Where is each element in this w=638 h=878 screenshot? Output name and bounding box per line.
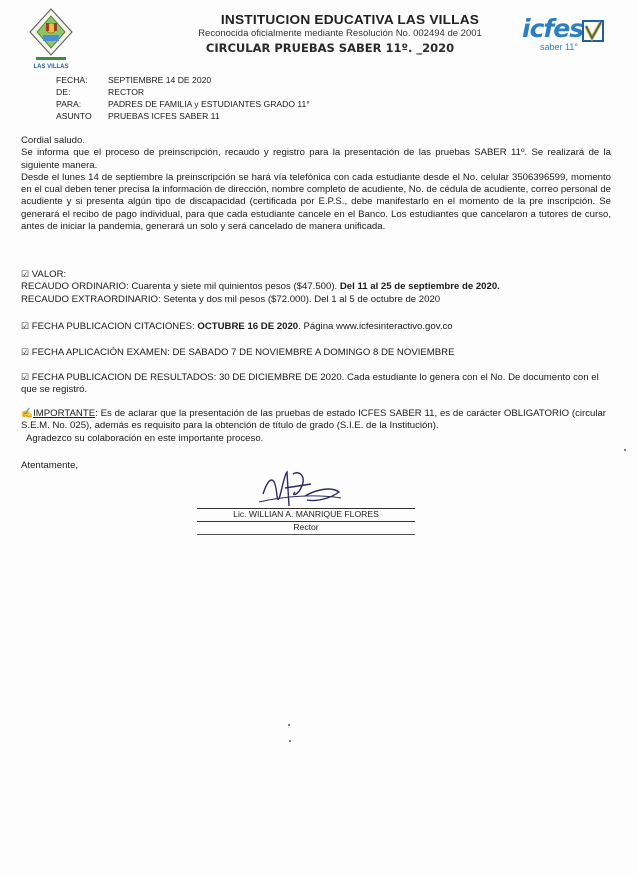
- meta-row-fecha: [56, 74, 310, 86]
- resultados-text: FECHA PUBLICACION DE RESULTADOS: 30 DE DICIEMBRE DE 2020. Cada estudiante lo genera con el No. De documento con el que se registró.: [21, 372, 599, 396]
- meta-value: RECTOR: [108, 87, 145, 97]
- meta-key: FECHA:: [56, 75, 88, 85]
- logo-caption: LAS VILLAS: [33, 64, 69, 70]
- icfes-saber-label: saber 11°: [540, 42, 578, 52]
- meta-value: PRUEBAS ICFES SABER 11: [108, 111, 220, 121]
- importante-section: [21, 408, 606, 445]
- meta-key: DE:: [56, 87, 71, 97]
- scan-speck: [288, 724, 290, 726]
- memo-header-fields: [56, 74, 310, 122]
- meta-value: SEPTIEMBRE 14 DE 2020: [108, 75, 212, 85]
- citaciones-rest: . Página www.icfesinteractivo.gov.co: [298, 321, 453, 332]
- checkbox-icon: ☑: [21, 269, 30, 279]
- recaudo-ordinario: [21, 281, 616, 293]
- meta-key: ASUNTO: [56, 111, 92, 121]
- greeting: Cordial saludo.: [21, 135, 85, 146]
- institution-title: INSTITUCION EDUCATIVA LAS VILLAS: [220, 12, 480, 27]
- closing: Atentamente,: [21, 460, 79, 471]
- signer-name: Lic. WILLIAN A. MANRIQUE FLORES: [233, 509, 379, 519]
- checkbox-icon: ☑: [21, 347, 30, 357]
- meta-row-asunto: [56, 110, 310, 122]
- school-crest-logo: [28, 8, 74, 72]
- letter-body: [21, 135, 611, 233]
- importante-text: : Es de aclarar que la presentación de las pruebas de estado ICFES SABER 11, es de carácter OBLIGATORIO (circular S.E.M. No. 025), además es requisito para la obtención de título de grado (S.I.E. de la Institución).: [21, 408, 606, 432]
- recaudo-extraordinario: RECAUDO EXTRAORDINARIO: Setenta y dos mil pesos ($72.000). Del 1 al 5 de octubre de 2020: [21, 293, 441, 305]
- signature-underline: [197, 534, 415, 535]
- meta-row-para: [56, 98, 310, 110]
- citaciones-section: [21, 320, 616, 333]
- checkbox-icon: ☑: [21, 372, 30, 382]
- meta-value: PADRES DE FAMILIA y ESTUDIANTES GRADO 11°: [108, 99, 310, 109]
- citaciones-date: OCTUBRE 16 DE 2020: [197, 321, 299, 332]
- meta-key: PARA:: [56, 99, 82, 109]
- circular-title: CIRCULAR PRUEBAS SABER 11º. _2020: [205, 41, 455, 55]
- letterhead: [0, 6, 638, 70]
- ordinario-text: RECAUDO ORDINARIO: Cuarenta y siete mil quinientos pesos ($47.500).: [21, 281, 338, 293]
- valor-section: [21, 268, 616, 306]
- meta-row-de: [56, 86, 310, 98]
- aplicacion-section: [21, 346, 616, 359]
- importante-label: IMPORTANTE: [33, 408, 96, 419]
- pencil-icon: ✍: [21, 408, 34, 419]
- resultados-section: [21, 371, 616, 397]
- valor-heading: VALOR:: [31, 269, 67, 280]
- thanks-line: Agradezco su colaboración en este importante proceso.: [26, 432, 264, 444]
- detail-paragraph: Desde el lunes 14 de septiembre la preinscripción se hará vía telefónica con cada estudiante desde el No. celular 3506396599, momento en el cual deben tener precisa la información de dirección, nombre completo de acudiente, No. de cédula de acudiente, correo personal de acudiente y si presenta algún tipo de discapacidad (certificada por E.P.S., debe manifestarlo en el momento de la pre inscripción. Se generará el recibo de pago individual, para que cada estudiante cancele en el Banco. Los estudiantes que cancelaron a tutores de curso, antes de iniciar la pandemia, generará un solo y será cancelado de manera unificada.: [21, 171, 611, 233]
- valor-heading-line: [21, 268, 616, 281]
- scan-speck: [289, 740, 291, 742]
- intro-paragraph: Se informa que el proceso de preinscripción, recaudo y registro para la presentación de las pruebas SABER 11º. Se realizará de la siguiente manera.: [21, 147, 611, 171]
- checkmark-icon: [582, 20, 604, 42]
- signer-role: Rector: [293, 522, 319, 532]
- citaciones-label: FECHA PUBLICACION CITACIONES:: [31, 321, 195, 332]
- resolution-line: Reconocida oficialmente mediante Resolución No. 002494 de 2001: [198, 28, 482, 39]
- aplicacion-text: FECHA APLICACIÓN EXAMEN: DE SABADO 7 DE NOVIEMBRE A DOMINGO 8 DE NOVIEMBRE: [31, 347, 455, 358]
- icfes-wordmark: icfes: [522, 14, 584, 43]
- checkbox-icon: ☑: [21, 321, 30, 331]
- icfes-logo: [520, 14, 612, 62]
- ordinario-dates: Del 11 al 25 de septiembre de 2020.: [339, 281, 500, 293]
- scan-speck: [624, 449, 626, 451]
